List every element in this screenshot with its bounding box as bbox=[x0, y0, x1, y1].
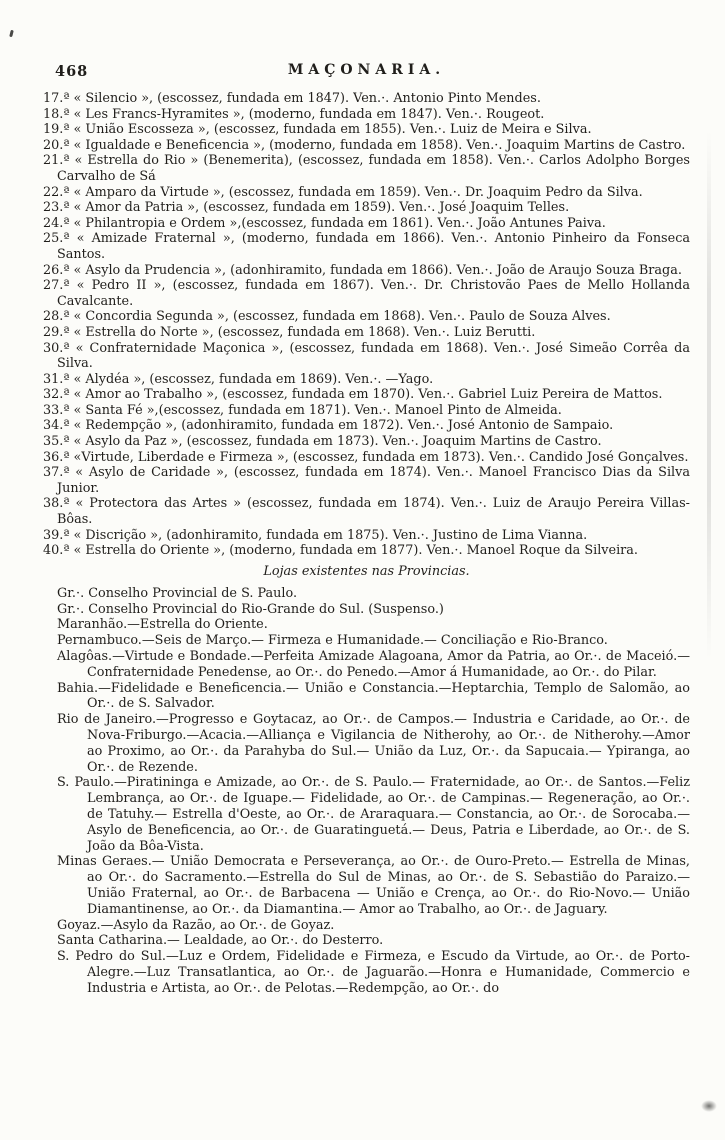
lodge-entry bbox=[43, 325, 690, 341]
lodge-number: 18.ª bbox=[43, 106, 70, 122]
province-entry: S. Pedro do Sul.—Luz e Ordem, Fidelidade e Firmeza, e Escudo da Virtude, ao Or.·. de Porto-Alegre.—Luz Transatlantica, ao Or.·. de Jaguarão.—Honra e Humanidade, Commercio e Industria e Artista, ao Or.·. de Pelotas.—Redempção, ao Or.·. do bbox=[57, 949, 690, 996]
lodge-entry bbox=[43, 185, 690, 201]
lodge-entry bbox=[43, 450, 690, 466]
lodge-number: 25.ª bbox=[43, 231, 70, 247]
lodge-entry bbox=[43, 107, 690, 123]
scan-artifact-smudge bbox=[701, 1100, 717, 1112]
page-number: 468 bbox=[55, 63, 89, 80]
lodge-text: « Discrição », (adonhiramito, fundada em 1875). Ven.·. Justino de Lima Vianna. bbox=[73, 527, 588, 543]
lodge-entry bbox=[43, 263, 690, 279]
lodge-entry bbox=[43, 387, 690, 403]
lodge-text: « Igualdade e Beneficencia », (moderno, fundada em 1858). Ven.·. Joaquim Martins de Castro. bbox=[73, 137, 686, 153]
lodge-number: 35.ª bbox=[43, 434, 70, 450]
province-entry: Bahia.—Fidelidade e Beneficencia.— União e Constancia.—Heptarchia, Templo de Salomão, ao Or.·. de S. Salvador. bbox=[57, 680, 690, 712]
lodge-text: « Silencio », (escossez, fundada em 1847). Ven.·. Antonio Pinto Mendes. bbox=[73, 91, 541, 106]
province-entry: S. Paulo.—Piratininga e Amizade, ao Or.·. de S. Paulo.— Fraternidade, ao Or.·. de Santos.—Feliz Lembrança, ao Or.·. de Iguape.— Fidelidade, ao Or.·. de Campinas.— Regeneração, ao Or.·. de Tatuhy.— Estrella d'Oeste, ao Or.·. de Araraquara.— Constancia, ao Or.·. de Sorocaba.—Asylo de Beneficencia, ao Or.·. de Guaratinguetá.— Deus, Patria e Liberdade, ao Or.·. de S. João da Bôa-Vista. bbox=[57, 775, 690, 854]
province-entry: Rio de Janeiro.—Progresso e Goytacaz, ao Or.·. de Campos.— Industria e Caridade, ao Or.·. de Nova-Friburgo.—Acacia.—Alliança e Vigilancia de Nitherohy, ao Or.·. de Nitherohy.—Amor ao Proximo, ao Or.·. da Parahyba do Sul.— União da Luz, Or.·. da Sapucaia.— Ypiranga, ao Or.·. de Rezende. bbox=[57, 712, 690, 775]
lodge-number: 36.ª bbox=[43, 449, 70, 465]
lodge-entry bbox=[43, 91, 690, 107]
lodge-number: 29.ª bbox=[43, 324, 70, 340]
page-header bbox=[43, 62, 690, 82]
lodge-entry bbox=[43, 341, 690, 372]
lodge-number: 37.ª bbox=[43, 465, 70, 481]
lodge-text: « Estrella do Rio » (Benemerita), (escossez, fundada em 1858). Ven.·. Carlos Adolpho Borges Carvalho de Sá bbox=[57, 153, 690, 184]
lodge-text: « Redempção », (adonhiramito, fundada em 1872). Ven.·. José Antonio de Sampaio. bbox=[73, 418, 614, 434]
lodge-number: 30.ª bbox=[43, 340, 70, 356]
lodge-text: « Les Francs-Hyramites », (moderno, fundada em 1847). Ven.·. Rougeot. bbox=[73, 106, 545, 122]
lodge-number: 17.ª bbox=[43, 91, 70, 106]
lodge-entry bbox=[43, 372, 690, 388]
lodge-number: 22.ª bbox=[43, 184, 70, 200]
lodge-entry bbox=[43, 278, 690, 309]
lodge-text: « Alydéa », (escossez, fundada em 1869). Ven.·. —Yago. bbox=[73, 371, 434, 387]
lodge-text: « Philantropia e Ordem »,(escossez, fundada em 1861). Ven.·. João Antunes Paiva. bbox=[73, 215, 606, 231]
lodge-number: 21.ª bbox=[43, 153, 70, 169]
lodge-entry bbox=[43, 496, 690, 527]
lodge-text: « Amor ao Trabalho », (escossez, fundada em 1870). Ven.·. Gabriel Luiz Pereira de Mattos. bbox=[73, 387, 663, 403]
lodge-entry bbox=[43, 216, 690, 232]
lodge-entry bbox=[43, 465, 690, 496]
lodge-entry bbox=[43, 122, 690, 138]
lodge-number: 20.ª bbox=[43, 137, 70, 153]
lodge-text: « Confraternidade Maçonica », (escossez, fundada em 1868). Ven.·. José Simeão Corrêa da Silva. bbox=[57, 340, 690, 372]
lodge-number: 26.ª bbox=[43, 262, 70, 278]
lodge-number: 28.ª bbox=[43, 309, 70, 325]
province-list bbox=[43, 586, 690, 997]
lodge-entry bbox=[43, 231, 690, 262]
lodge-number: 24.ª bbox=[43, 215, 70, 231]
lodge-text: « União Escosseza », (escossez, fundada em 1855). Ven.·. Luiz de Meira e Silva. bbox=[73, 122, 592, 138]
lodge-text: « Estrella do Oriente », (moderno, fundada em 1877). Ven.·. Manoel Roque da Silveira. bbox=[73, 543, 638, 559]
lodge-entry bbox=[43, 403, 690, 419]
province-entry: Alagôas.—Virtude e Bondade.—Perfeita Amizade Alagoana, Amor da Patria, ao Or.·. de Maceió.—Confraternidade Penedense, ao Or.·. do Penedo.—Amor á Humanidade, ao Or.·. do Pilar. bbox=[57, 649, 690, 680]
lodge-entry bbox=[43, 309, 690, 325]
lodge-number: 40.ª bbox=[43, 543, 70, 559]
page-title: MAÇONARIA. bbox=[287, 62, 446, 78]
lodge-text: « Pedro II », (escossez, fundada em 1867). Ven.·. Dr. Christovão Paes de Mello Hollanda Cavalcante. bbox=[57, 278, 690, 309]
lodge-number: 31.ª bbox=[43, 371, 70, 387]
lodge-number: 23.ª bbox=[43, 200, 70, 216]
lodge-text: « Asylo de Caridade », (escossez, fundada em 1874). Ven.·. Manoel Francisco Dias da Silva Junior. bbox=[57, 465, 690, 496]
lodge-entry bbox=[43, 543, 690, 559]
lodge-text: « Asylo da Prudencia », (adonhiramito, fundada em 1866). Ven.·. João de Araujo Souza Braga. bbox=[73, 262, 682, 278]
province-entry: Goyaz.—Asylo da Razão, ao Or.·. de Goyaz. bbox=[57, 917, 335, 933]
lodge-number: 32.ª bbox=[43, 387, 70, 403]
province-entry: Santa Catharina.— Lealdade, ao Or.·. do Desterro. bbox=[57, 933, 384, 949]
lodge-number: 27.ª bbox=[43, 278, 70, 294]
lodge-text: « Amizade Fraternal », (moderno, fundada em 1866). Ven.·. Antonio Pinheiro da Fonseca Santos. bbox=[57, 231, 690, 262]
lodge-entry bbox=[43, 200, 690, 216]
lodge-number: 33.ª bbox=[43, 402, 70, 418]
lodge-text: « Amor da Patria », (escossez, fundada em 1859). Ven.·. José Joaquim Telles. bbox=[73, 200, 570, 216]
lodge-number: 39.ª bbox=[43, 527, 70, 543]
lodge-number: 38.ª bbox=[43, 496, 70, 512]
province-entry: Gr.·. Conselho Provincial do Rio-Grande do Sul. (Suspenso.) bbox=[57, 601, 444, 617]
lodge-text: « Concordia Segunda », (escossez, fundada em 1868). Ven.·. Paulo de Souza Alves. bbox=[73, 309, 611, 325]
lodge-text: «Virtude, Liberdade e Firmeza », (escossez, fundada em 1873). Ven.·. Candido José Gonçalves. bbox=[73, 449, 689, 465]
lodge-entry bbox=[43, 138, 690, 154]
lodge-entry bbox=[43, 434, 690, 450]
lodge-entry bbox=[43, 153, 690, 184]
lodge-number: 19.ª bbox=[43, 122, 70, 138]
lodge-text: « Santa Fé »,(escossez, fundada em 1871). Ven.·. Manoel Pinto de Almeida. bbox=[73, 402, 562, 418]
province-entry: Gr.·. Conselho Provincial de S. Paulo. bbox=[57, 585, 298, 601]
scan-artifact-mark bbox=[9, 30, 14, 38]
province-entry: Maranhão.—Estrella do Oriente. bbox=[57, 617, 268, 633]
lodge-entry bbox=[43, 528, 690, 544]
section-subtitle: Lojas existentes nas Provincias. bbox=[263, 563, 470, 579]
lodge-text: « Estrella do Norte », (escossez, fundada em 1868). Ven.·. Luiz Berutti. bbox=[73, 324, 536, 340]
lodge-list bbox=[43, 91, 690, 559]
province-entry: Minas Geraes.— União Democrata e Perseverança, ao Or.·. de Ouro-Preto.— Estrella de Minas, ao Or.·. do Sacramento.—Estrella do Sul de Minas, ao Or.·. de S. Sebastião do Paraizo.—União Fraternal, ao Or.·. de Barbacena — União e Crença, ao Or.·. do Rio-Novo.— União Diamantinense, ao Or.·. da Diamantina.— Amor ao Trabalho, ao Or.·. de Jaguary. bbox=[57, 854, 690, 917]
lodge-text: « Amparo da Virtude », (escossez, fundada em 1859). Ven.·. Dr. Joaquim Pedro da Silva. bbox=[73, 184, 643, 200]
province-entry: Pernambuco.—Seis de Março.— Firmeza e Humanidade.— Conciliação e Rio-Branco. bbox=[57, 633, 608, 649]
lodge-text: « Asylo da Paz », (escossez, fundada em 1873). Ven.·. Joaquim Martins de Castro. bbox=[73, 434, 602, 450]
lodge-text: « Protectora das Artes » (escossez, fundada em 1874). Ven.·. Luiz de Araujo Pereira Villas-Bôas. bbox=[57, 496, 690, 528]
lodge-number: 34.ª bbox=[43, 418, 70, 434]
lodge-entry bbox=[43, 418, 690, 434]
